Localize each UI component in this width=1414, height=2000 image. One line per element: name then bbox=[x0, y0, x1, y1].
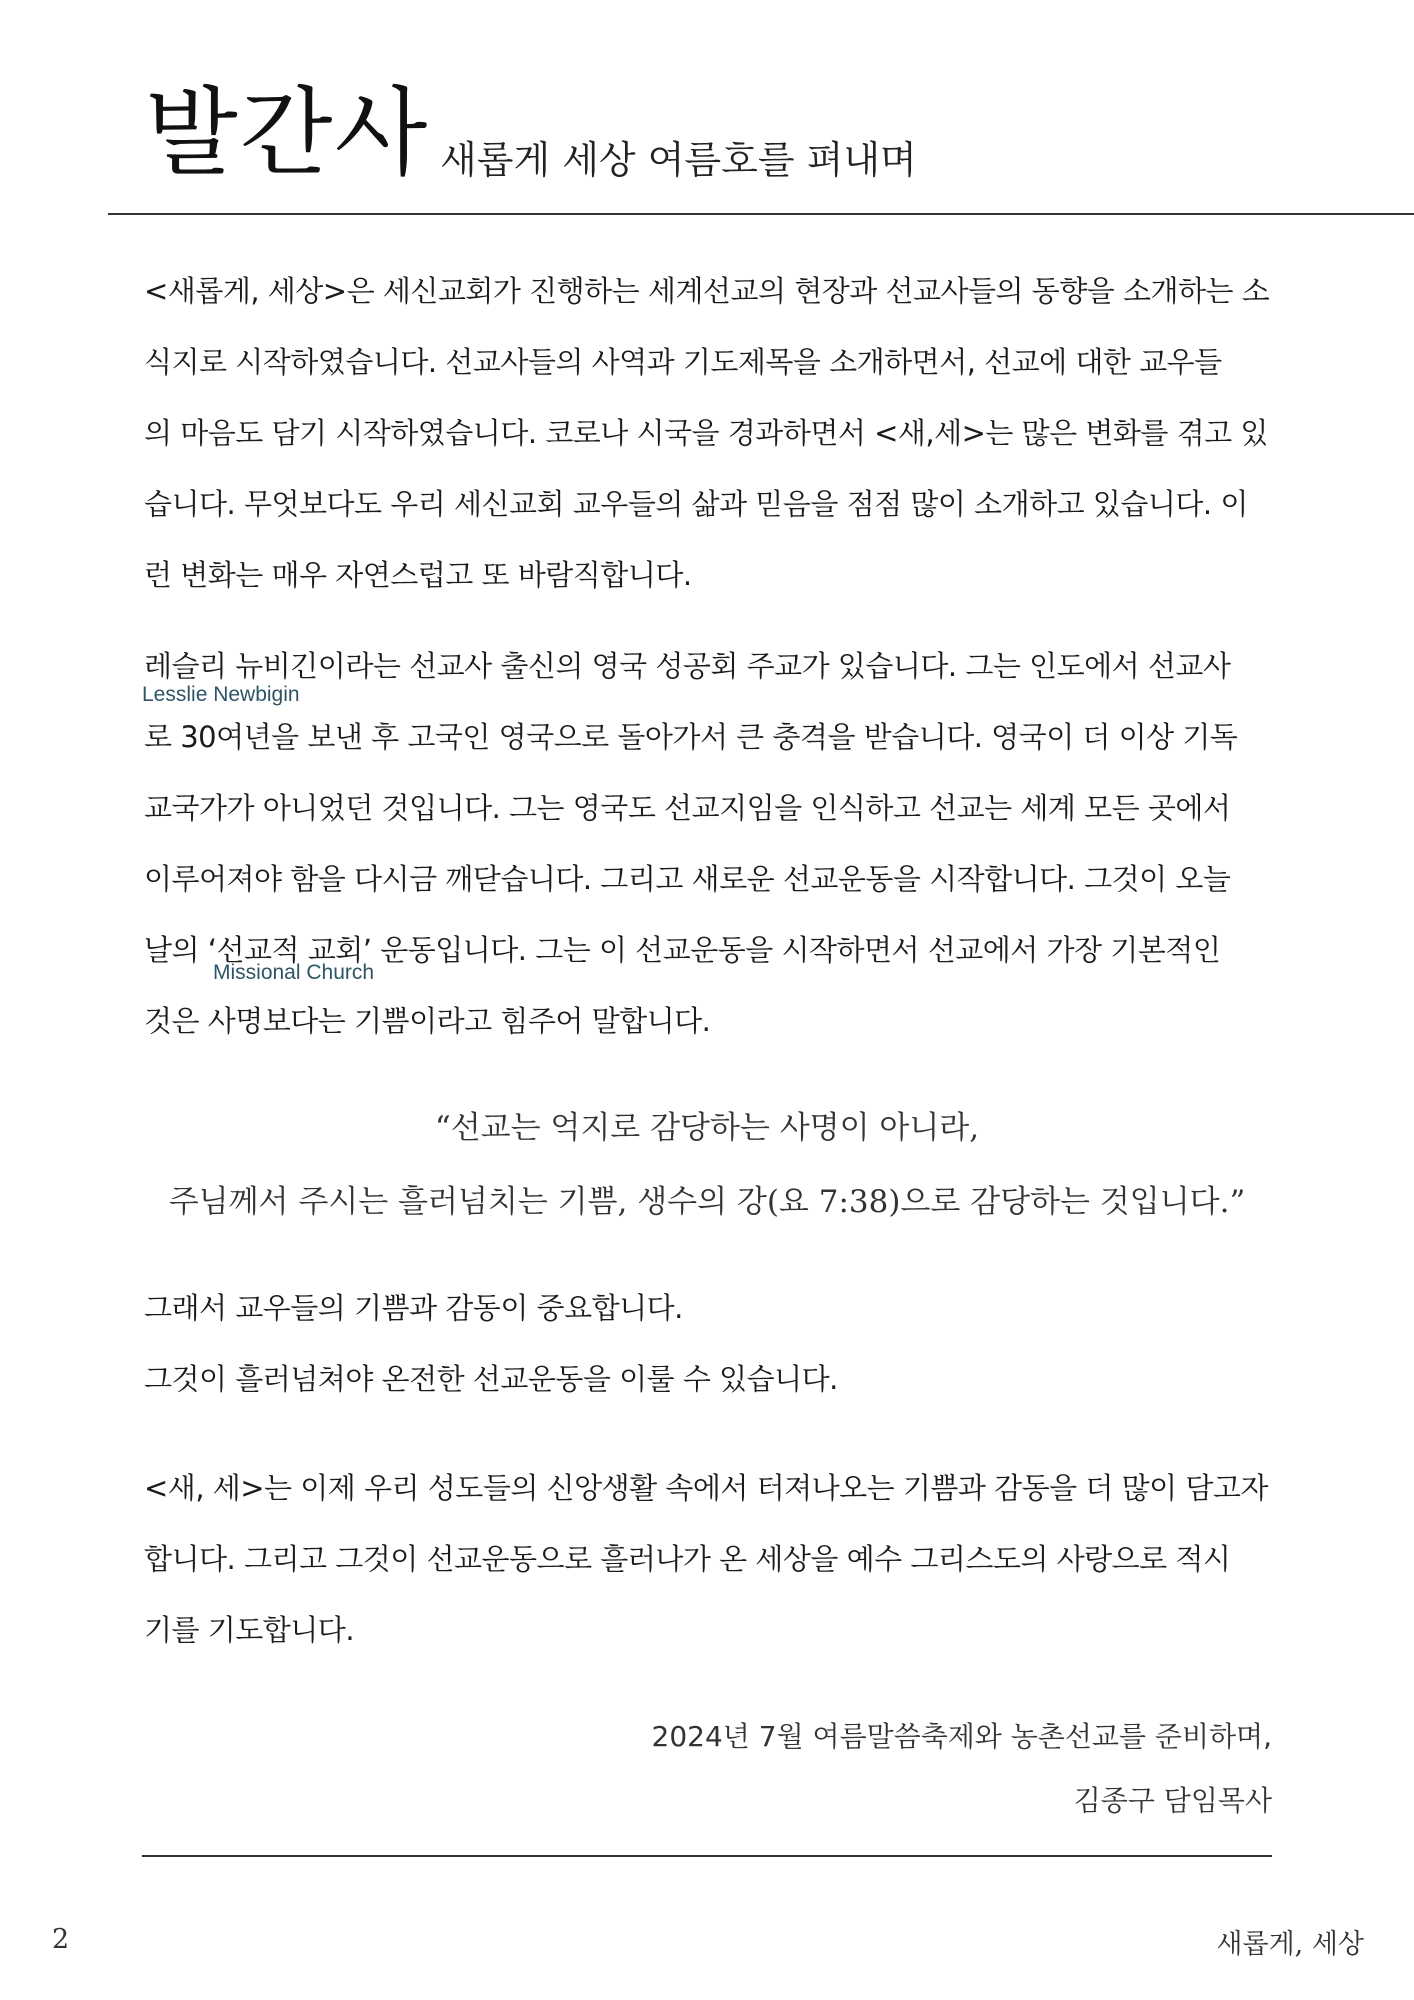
text-line: 교국가가 아니었던 것입니다. 그는 영국도 선교지임을 인식하고 선교는 세계 모든 곳에서 bbox=[144, 791, 1231, 825]
title-divider bbox=[108, 213, 1414, 215]
paragraph-closing bbox=[144, 1453, 1284, 1666]
page-subtitle: 새롭게 세상 여름호를 펴내며 bbox=[440, 138, 917, 182]
page-title: 발간사 bbox=[145, 77, 430, 189]
gloss-newbigin: Lesslie Newbigin bbox=[142, 683, 300, 706]
paragraph-newbigin bbox=[144, 631, 1284, 1057]
text-line: 날의 ‘선교적 교회’ 운동입니다. 그는 이 선교운동을 시작하면서 선교에서 가장 기본적인 bbox=[144, 933, 1221, 967]
text-line: 기를 기도합니다. bbox=[144, 1613, 355, 1647]
text-line: 이루어져야 함을 다시금 깨닫습니다. 그리고 새로운 선교운동을 시작합니다. 그것이 오늘 bbox=[144, 862, 1231, 896]
text-line: 로 30여년을 보낸 후 고국인 영국으로 돌아가서 큰 충격을 받습니다. 영국이 더 이상 기독 bbox=[144, 720, 1238, 754]
text-line: 그것이 흘러넘쳐야 온전한 선교운동을 이룰 수 있습니다. bbox=[144, 1362, 838, 1396]
block-quote bbox=[0, 1091, 1414, 1239]
magazine-name: 새롭게, 세상 bbox=[1216, 1929, 1364, 1960]
text-line: 레슬리 뉴비긴이라는 선교사 출신의 영국 성공회 주교가 있습니다. 그는 인도에서 선교사 bbox=[144, 649, 1231, 683]
paragraph-intro bbox=[144, 256, 1284, 611]
text-line: 식지로 시작하였습니다. 선교사들의 사역과 기도제목을 소개하면서, 선교에 대한 교우들 bbox=[144, 345, 1222, 379]
gloss-missional-church: Missional Church bbox=[213, 961, 375, 984]
text-line: 의 마음도 담기 시작하였습니다. 코로나 시국을 경과하면서 <새,세>는 많은 변화를 겪고 있 bbox=[144, 416, 1268, 450]
paragraph-joy bbox=[144, 1273, 1284, 1415]
text-line: 그래서 교우들의 기쁨과 감동이 중요합니다. bbox=[144, 1291, 683, 1325]
quote-line: 주님께서 주시는 흘러넘치는 기쁨, 생수의 강(요 7:38)으로 감당하는 것입니다.” bbox=[168, 1184, 1246, 1220]
text-line: <새, 세>는 이제 우리 성도들의 신앙생활 속에서 터져나오는 기쁨과 감동을 더 많이 담고자 bbox=[144, 1471, 1268, 1505]
signature-date: 2024년 7월 여름말씀축제와 농촌선교를 준비하며, bbox=[651, 1720, 1272, 1753]
text-line: 것은 사명보다는 기쁨이라고 힘주어 말합니다. bbox=[144, 1004, 711, 1038]
page-number: 2 bbox=[52, 1924, 70, 1955]
text-line: 습니다. 무엇보다도 우리 세신교회 교우들의 삶과 믿음을 점점 많이 소개하고 있습니다. 이 bbox=[144, 487, 1248, 521]
quote-line: “선교는 억지로 감당하는 사명이 아니라, bbox=[434, 1110, 980, 1146]
signature-block bbox=[652, 1705, 1272, 1833]
bottom-divider bbox=[142, 1855, 1272, 1857]
signature-author: 김종구 담임목사 bbox=[1073, 1784, 1272, 1817]
text-line: 합니다. 그리고 그것이 선교운동으로 흘러나가 온 세상을 예수 그리스도의 사랑으로 적시 bbox=[144, 1542, 1231, 1576]
text-line: 런 변화는 매우 자연스럽고 또 바람직합니다. bbox=[144, 558, 692, 592]
text-line: <새롭게, 세상>은 세신교회가 진행하는 세계선교의 현장과 선교사들의 동향을 소개하는 소 bbox=[144, 274, 1270, 308]
